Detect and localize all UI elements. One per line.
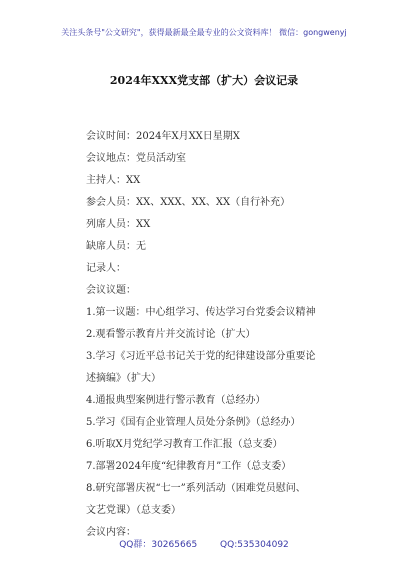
meeting-absent: 缺席人员：无 [86, 241, 146, 252]
footer-contact [0, 537, 408, 550]
agenda-item: 5.学习《国有企业管理人员处分条例》（总经办） [86, 417, 301, 428]
agenda-label: 会议议题： [86, 285, 136, 296]
meeting-recorder: 记录人： [86, 263, 126, 274]
document-title: 2024年XXX党支部（扩大）会议记录 [109, 74, 299, 87]
agenda-item: 7.部署2024年度“纪律教育月”工作（总支委） [86, 461, 292, 472]
meeting-time: 会议时间：2024年X月XX日星期X [86, 131, 240, 142]
meeting-participants: 参会人员：XX、XXX、XX、XX（自行补充） [86, 197, 291, 208]
footer-qq-number: QQ:535304092 [220, 540, 289, 550]
agenda-item: 4.通报典型案例进行警示教育（总经办） [86, 395, 266, 406]
meeting-host: 主持人：XX [86, 175, 141, 186]
header-promo-note: 关注头条号"公文研究"，获得最新最全最专业的公文资料库！ 微信：gongwenyj [61, 28, 347, 37]
agenda-item: 8.研究部署庆祝“七一”系列活动（困难党员慰问、 [86, 483, 306, 494]
agenda-item: 1.第一议题：中心组学习、传达学习台党委会议精神 [86, 307, 316, 318]
agenda-item: 3.学习《习近平总书记关于党的纪律建设部分重要论 [86, 351, 316, 362]
agenda-item-continued: 文艺党课）（总支委） [86, 505, 181, 516]
meeting-place: 会议地点：党员活动室 [86, 153, 186, 164]
footer-qq-group: QQ群：30265665 [119, 540, 198, 550]
agenda-item-continued: 述摘编》（扩大） [86, 373, 161, 384]
agenda-item: 2.观看警示教育片并交流讨论（扩大） [86, 329, 256, 340]
agenda-item: 6.听取X月党纪学习教育工作汇报（总支委） [86, 439, 283, 450]
content-label: 会议内容： [86, 527, 136, 538]
meeting-attendees: 列席人员：XX [86, 219, 151, 230]
